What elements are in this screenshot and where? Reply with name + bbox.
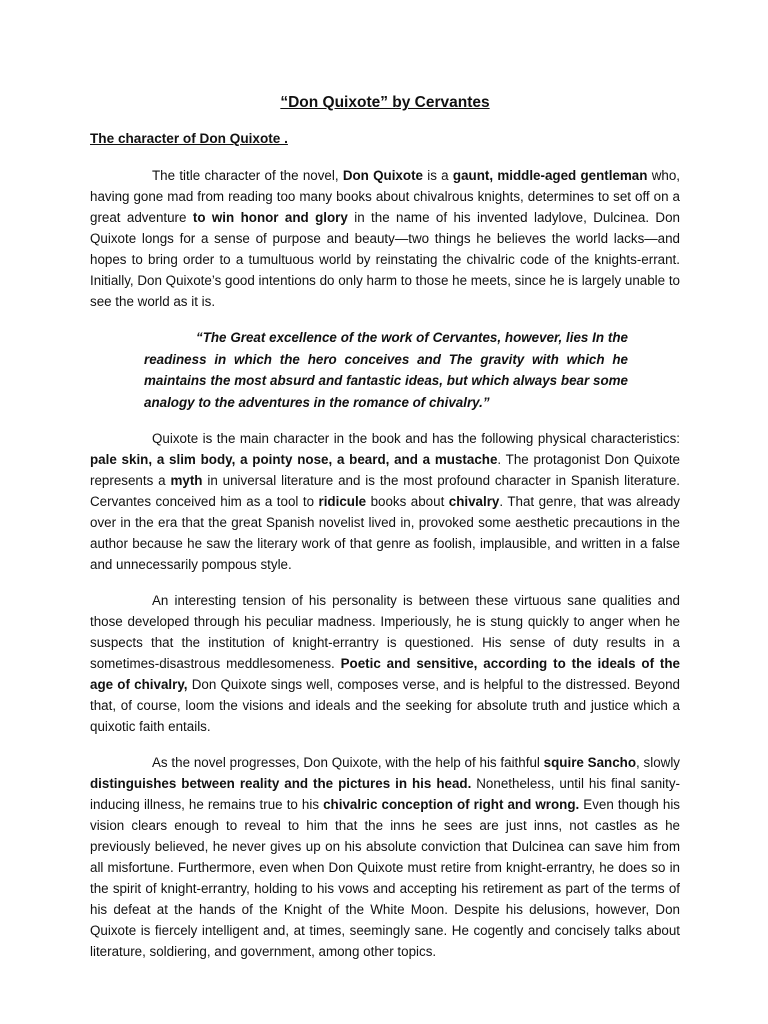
text-run: books about [366,494,449,509]
text-run: . That genre, that was already over in the era that the great Spanish novelist lived in, provoked some aesthetic precautions in the author because he saw the literary work of that genre as foolish, implausible, and written in a false and unnecessarily pompous style. [90,494,680,572]
text-run: in universal literature and is the most profound character in Spanish literature. Cervantes conceived him as a tool to [90,473,680,509]
bold-text-run: myth [170,473,203,488]
text-run: , slowly [636,755,680,770]
paragraph-personality [90,590,680,737]
text-run: Even though his vision clears enough to reveal to him that the inns he sees are just inns, not castles as he previously believed, he never gives up on his absolute conviction that Dulcinea can save him from all misfortune. Furthermore, even when Don Quixote must retire from knight-errantry, he does so in the spirit of knight-errantry, holding to his vows and accepting his retirement as part of the terms of his defeat at the hands of the Knight of the White Moon. Despite his delusions, however, Don Quixote is fiercely intelligent and, at times, seemingly sane. He cogently and concisely talks about literature, soldiering, and government, among other topics. [90,797,680,959]
bold-text-run: Don Quixote [342,168,423,183]
paragraph-physical [90,428,680,575]
block-quote: “The Great excellence of the work of Cervantes, however, lies In the readiness in which the hero conceives and The gravity with which he maintains the most absurd and fantastic ideas, but which always bear some analogy to the adventures in the romance of chivalry.” [144,330,628,410]
text-run: in the name of his invented ladylove, Dulcinea. Don Quixote longs for a sense of purpose and beauty—two things he believes the world lacks—and hopes to bring order to a tumultuous world by reinstating the chivalric code of the knights-errant. Initially, Don Quixote’s good intentions do only harm to those he meets, since he is largely unable to see the world as it is. [90,210,681,309]
text-run: is a [422,168,453,183]
section-heading: The character of Don Quixote . [90,131,288,146]
bold-text-run: chivalry [448,494,500,509]
text-run: who, having gone mad from reading too many books about chivalrous knights, determines to set off on a great adventure [90,168,680,225]
text-run: The title character of the novel, [152,168,343,183]
text-run: An interesting tension of his personality is between these virtuous sane qualities and those developed through his peculiar madness. Imperiously, he is stung quickly to anger when he suspects that the institution of knight-errantry is questioned. His sense of duty results in a sometimes-disastrous meddlesomeness. [90,593,680,671]
bold-text-run: ridicule [318,494,367,509]
document-title: “Don Quixote” by Cervantes [280,94,490,111]
bold-text-run: distinguishes between reality and the pictures in his head. [90,776,472,791]
text-run: Don Quixote sings well, composes verse, and is helpful to the distressed. Beyond that, of course, loom the visions and ideals and the seeking for absolute truth and justice which a quixotic faith entails. [90,677,680,734]
text-run: Quixote is the main character in the book and has the following physical characteristics: [152,431,680,446]
paragraph-progression [90,752,680,962]
text-run: . The protagonist Don Quixote represents a [90,452,680,488]
text-run: As the novel progresses, Don Quixote, with the help of his faithful [152,755,544,770]
bold-text-run: to win honor and glory [192,210,348,225]
text-run: Nonetheless, until his final sanity-inducing illness, he remains true to his [90,776,680,812]
bold-text-run: Poetic and sensitive, according to the ideals of the age of chivalry, [90,656,680,692]
bold-text-run: gaunt, middle-aged gentleman [452,168,648,183]
bold-text-run: chivalric conception of right and wrong. [323,797,580,812]
bold-text-run: pale skin, a slim body, a pointy nose, a beard, and a mustache [90,452,498,467]
bold-text-run: squire Sancho [543,755,637,770]
paragraph-intro [90,165,680,312]
